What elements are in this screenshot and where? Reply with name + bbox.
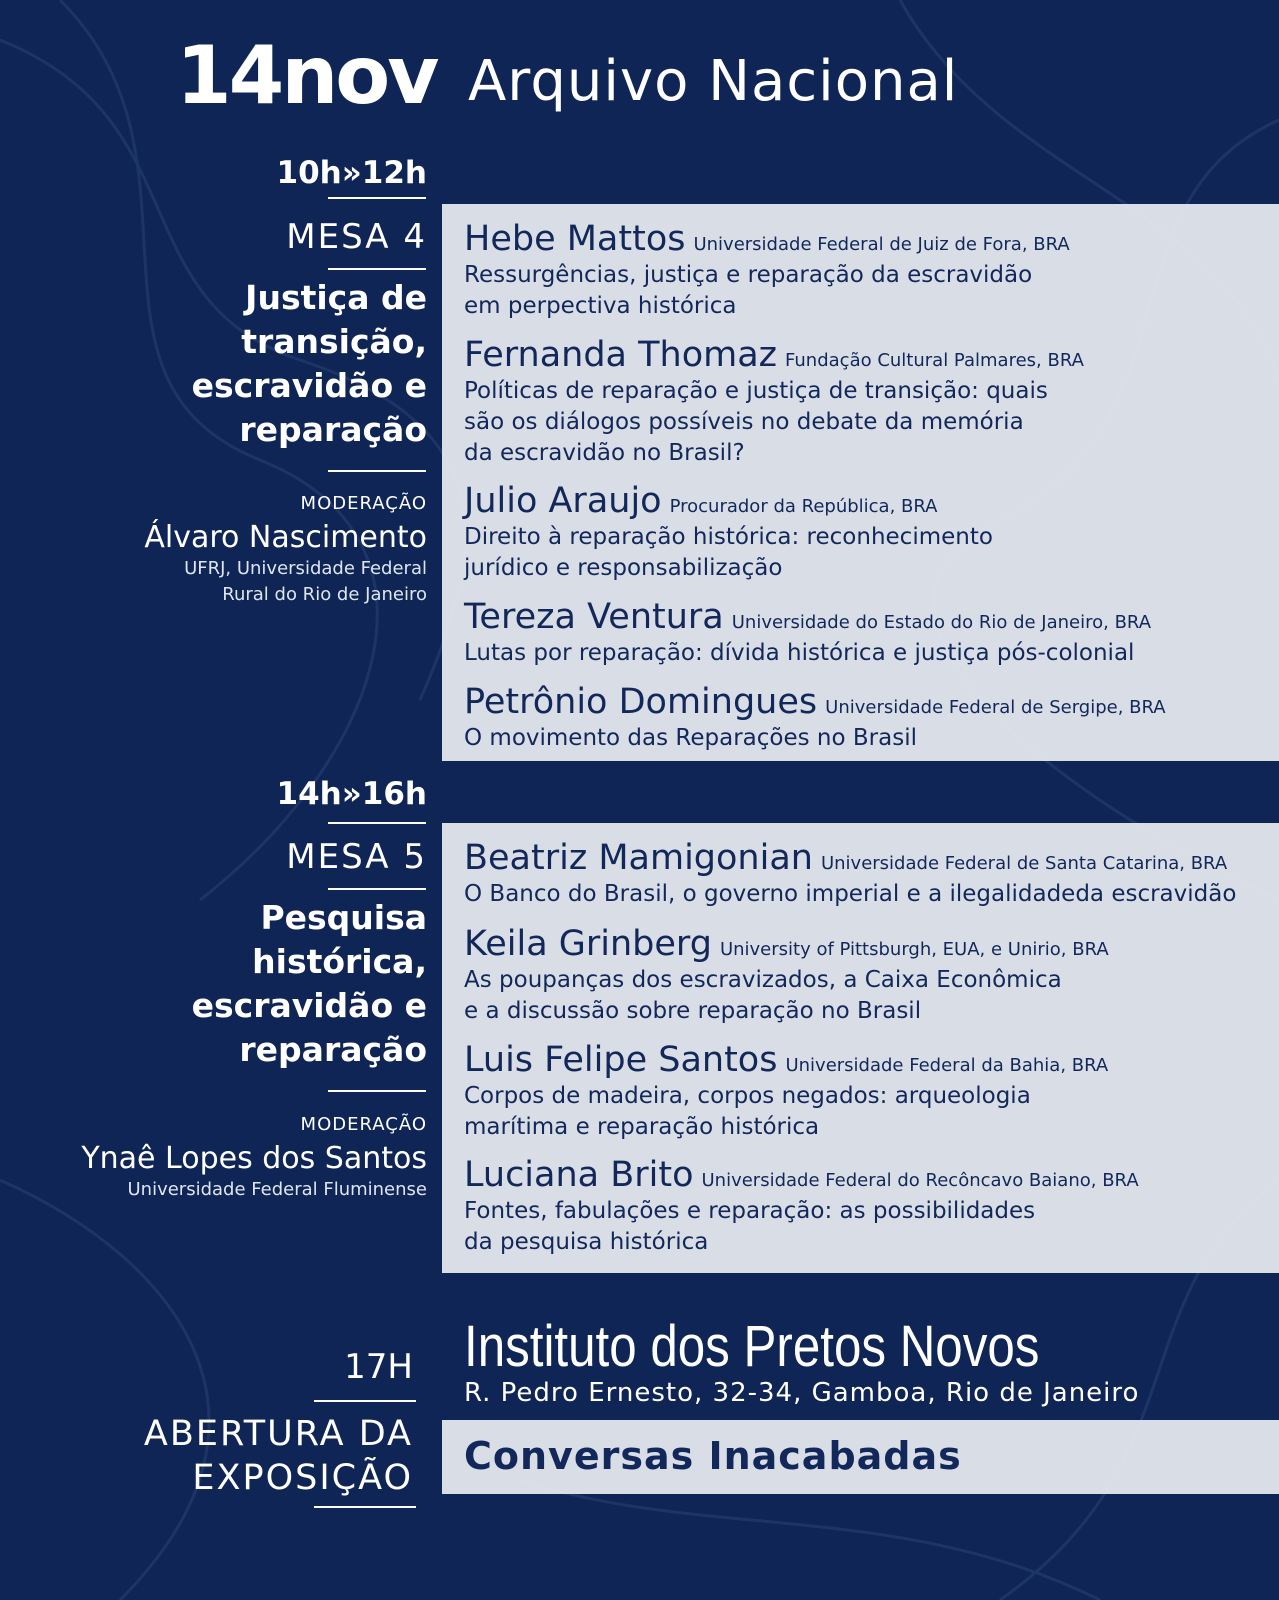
mesa-label: MESA 4 bbox=[286, 217, 427, 257]
speaker-affiliation: University of Pittsburgh, EUA, e Unirio, BRA bbox=[719, 939, 1109, 960]
session-time: 10h»12h bbox=[276, 155, 427, 191]
session-theme: Pesquisa histórica, escravidão e reparação bbox=[191, 898, 427, 1069]
talk-title: Corpos de madeira, corpos negados: arqueologia marítima e reparação histórica bbox=[464, 1083, 1031, 1140]
exhibition-title-panel bbox=[442, 1420, 1279, 1494]
talk-item bbox=[464, 335, 1269, 469]
talks-panel bbox=[442, 204, 1279, 761]
talk-title: O movimento das Reparações no Brasil bbox=[464, 725, 917, 751]
divider bbox=[328, 268, 426, 270]
session-theme: Justiça de transição, escravidão e reparação bbox=[191, 278, 427, 449]
talk-title: O Banco do Brasil, o governo imperial e a ilegalidadeda escravidão bbox=[464, 881, 1237, 907]
session-time: 14h»16h bbox=[276, 776, 427, 812]
talks-panel bbox=[442, 823, 1279, 1273]
divider bbox=[328, 470, 426, 472]
exhibition-label: ABERTURA DA EXPOSIÇÃO bbox=[143, 1414, 413, 1498]
divider bbox=[314, 1506, 416, 1508]
speaker-name: Luis Felipe Santos bbox=[464, 1040, 778, 1080]
divider bbox=[328, 1090, 426, 1092]
talk-title: Fontes, fabulações e reparação: as possibilidades da pesquisa histórica bbox=[464, 1198, 1036, 1255]
talk-item bbox=[464, 838, 1269, 910]
moderator-name: Álvaro Nascimento bbox=[144, 520, 427, 555]
exhibition-title: Conversas Inacabadas bbox=[464, 1434, 962, 1478]
moderator-affiliation: Universidade Federal Fluminense bbox=[127, 1179, 427, 1200]
divider bbox=[314, 1400, 416, 1402]
talk-item bbox=[464, 924, 1269, 1027]
talk-item bbox=[464, 682, 1269, 754]
speaker-name: Keila Grinberg bbox=[464, 924, 712, 964]
event-venue: Arquivo Nacional bbox=[468, 49, 959, 114]
talk-item bbox=[464, 219, 1269, 322]
moderator-affiliation: UFRJ, Universidade Federal Rural do Rio de Janeiro bbox=[184, 558, 427, 605]
speaker-affiliation: Universidade Federal de Juiz de Fora, BRA bbox=[693, 234, 1070, 255]
speaker-affiliation: Universidade Federal de Santa Catarina, BRA bbox=[820, 853, 1228, 874]
speaker-affiliation: Universidade Federal da Bahia, BRA bbox=[785, 1055, 1109, 1076]
speaker-affiliation: Universidade do Estado do Rio de Janeiro, BRA bbox=[731, 612, 1152, 633]
speaker-affiliation: Fundação Cultural Palmares, BRA bbox=[785, 350, 1084, 371]
exhibition-address: R. Pedro Ernesto, 32-34, Gamboa, Rio de Janeiro bbox=[464, 1378, 1140, 1408]
speaker-name: Luciana Brito bbox=[464, 1155, 694, 1195]
speaker-name: Tereza Ventura bbox=[464, 597, 724, 637]
moderation-label: MODERAÇÃO bbox=[300, 1114, 427, 1135]
talk-item bbox=[464, 1155, 1269, 1258]
talk-item bbox=[464, 1040, 1269, 1143]
speaker-name: Beatriz Mamigonian bbox=[464, 838, 813, 878]
speaker-name: Fernanda Thomaz bbox=[464, 335, 778, 375]
exhibition-venue: Instituto dos Pretos Novos bbox=[464, 1314, 1040, 1379]
speaker-name: Julio Araujo bbox=[464, 481, 662, 521]
moderation-label: MODERAÇÃO bbox=[300, 493, 427, 514]
talk-title: Ressurgências, justiça e reparação da escravidão em perpectiva histórica bbox=[464, 262, 1033, 319]
divider bbox=[328, 822, 426, 824]
divider bbox=[328, 888, 426, 890]
moderator-name: Ynaê Lopes dos Santos bbox=[81, 1141, 427, 1176]
talk-title: Lutas por reparação: dívida histórica e justiça pós-colonial bbox=[464, 640, 1135, 666]
speaker-name: Hebe Mattos bbox=[464, 219, 686, 259]
speaker-name: Petrônio Domingues bbox=[464, 682, 818, 722]
divider bbox=[328, 197, 426, 199]
talk-item bbox=[464, 481, 1269, 584]
event-date: 14nov bbox=[176, 29, 437, 122]
speaker-affiliation: Procurador da República, BRA bbox=[669, 496, 938, 517]
mesa-label: MESA 5 bbox=[286, 837, 427, 877]
speaker-affiliation: Universidade Federal do Recôncavo Baiano, BRA bbox=[701, 1170, 1139, 1191]
talk-title: As poupanças dos escravizados, a Caixa Econômica e a discussão sobre reparação no Brasil bbox=[464, 967, 1062, 1024]
speaker-affiliation: Universidade Federal de Sergipe, BRA bbox=[825, 697, 1166, 718]
talk-title: Direito à reparação histórica: reconhecimento jurídico e responsabilização bbox=[464, 524, 993, 581]
talk-item bbox=[464, 597, 1269, 669]
exhibition-time: 17H bbox=[344, 1347, 413, 1387]
talk-title: Políticas de reparação e justiça de transição: quais são os diálogos possíveis no debate da memória da escravidão no Brasil? bbox=[464, 378, 1048, 466]
